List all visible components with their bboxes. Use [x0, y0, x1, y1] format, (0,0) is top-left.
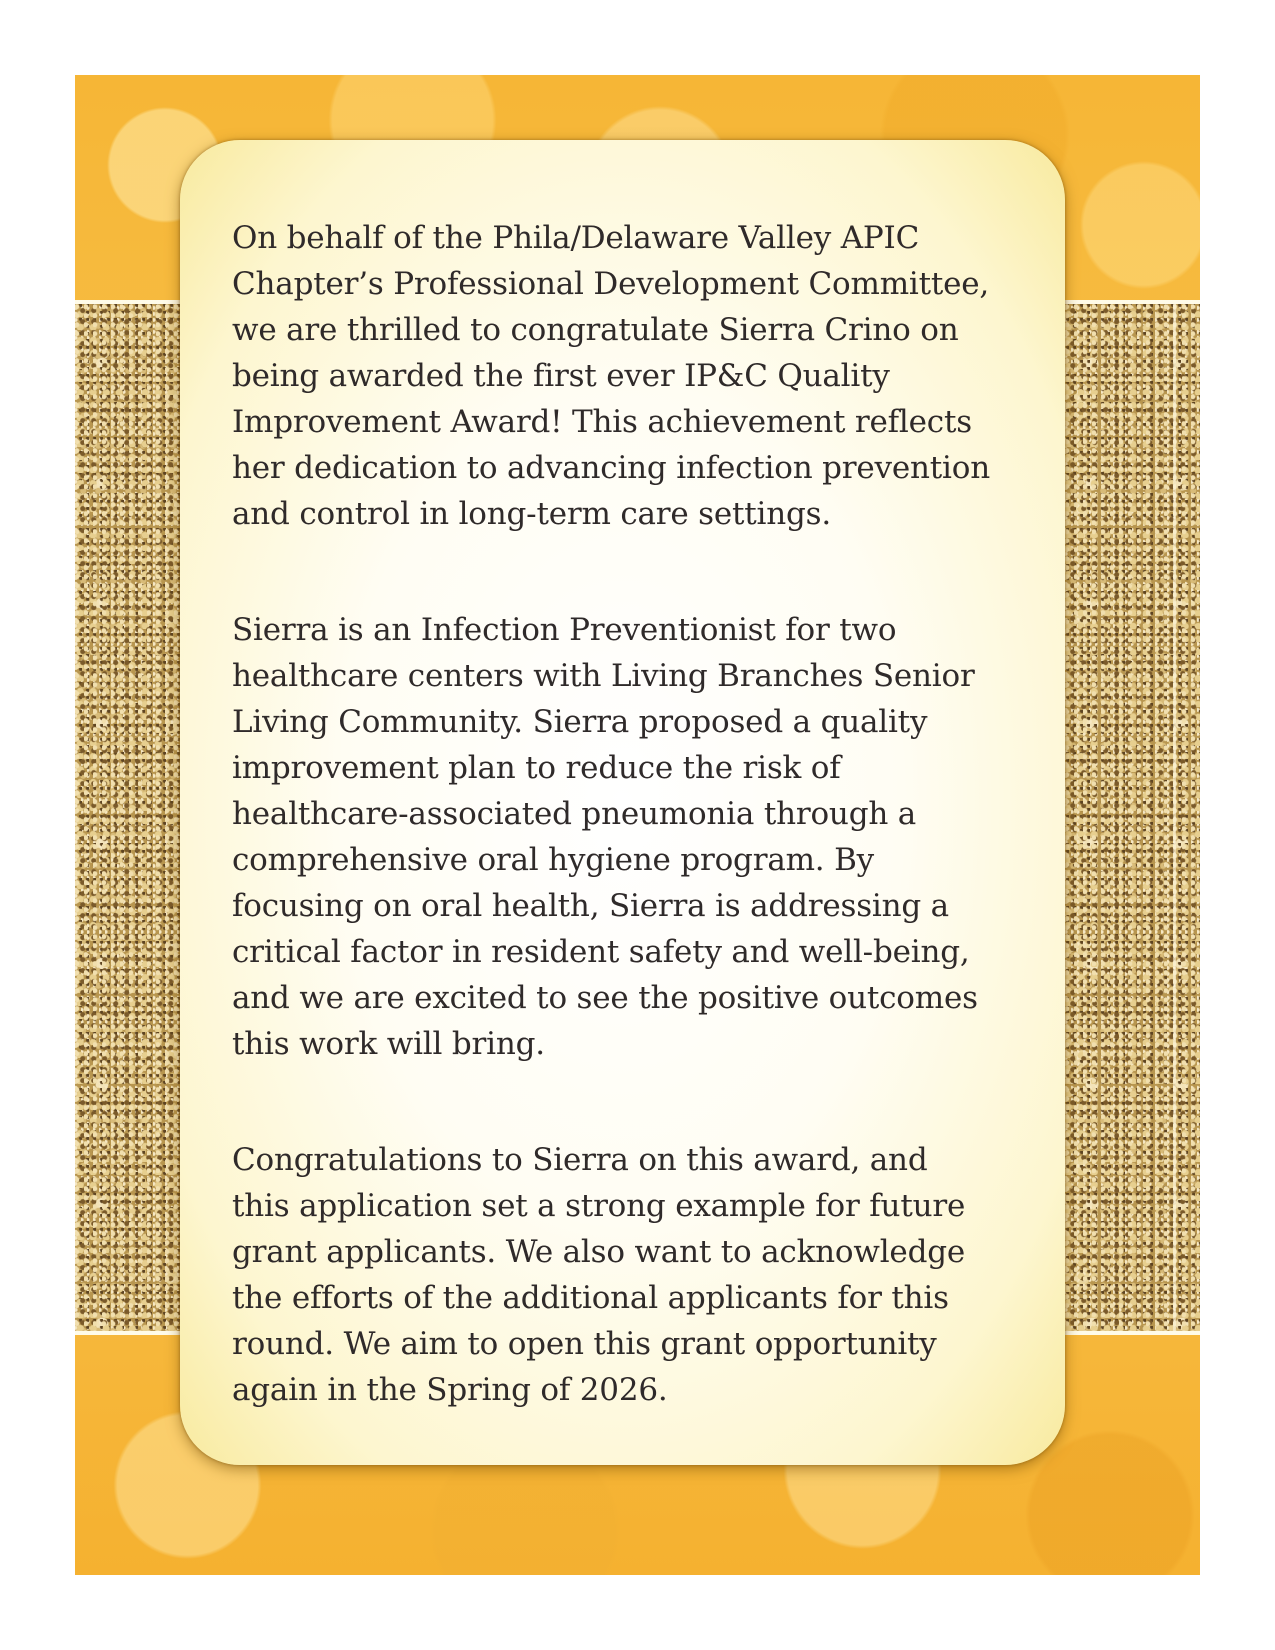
sand-divider-line — [1173, 304, 1176, 1331]
page-frame — [75, 75, 1200, 1575]
intro-paragraph: On behalf of the Phila/Delaware Valley APIC Chapter’s Professional Development Committee, we are thrilled to congratulate Sierra Crino on being awarded the first ever IP&C Quality Improvement Award! This achievement reflects her dedication to advancing infection prevention and control in long-term care settings. — [232, 220, 990, 532]
award-details-paragraph: Sierra is an Infection Preventionist for two healthcare centers with Living Branches Senior Living Community. Sierra proposed a quality improvement plan to reduce the risk of healthcare-associated pneumonia through a comprehensive oral hygiene program. By focusing on oral health, Sierra is addressing a critical factor in resident safety and well-being, and we are excited to see the positive outcomes this work will bring. — [232, 612, 978, 1062]
closing-paragraph: Congratulations to Sierra on this award, and this application set a strong example for future grant applicants. We also want to acknowledge the efforts of the additional applicants for this round. We aim to open this grant opportunity again in the Spring of 2026. — [232, 1142, 966, 1408]
announcement-card — [180, 140, 1065, 1465]
